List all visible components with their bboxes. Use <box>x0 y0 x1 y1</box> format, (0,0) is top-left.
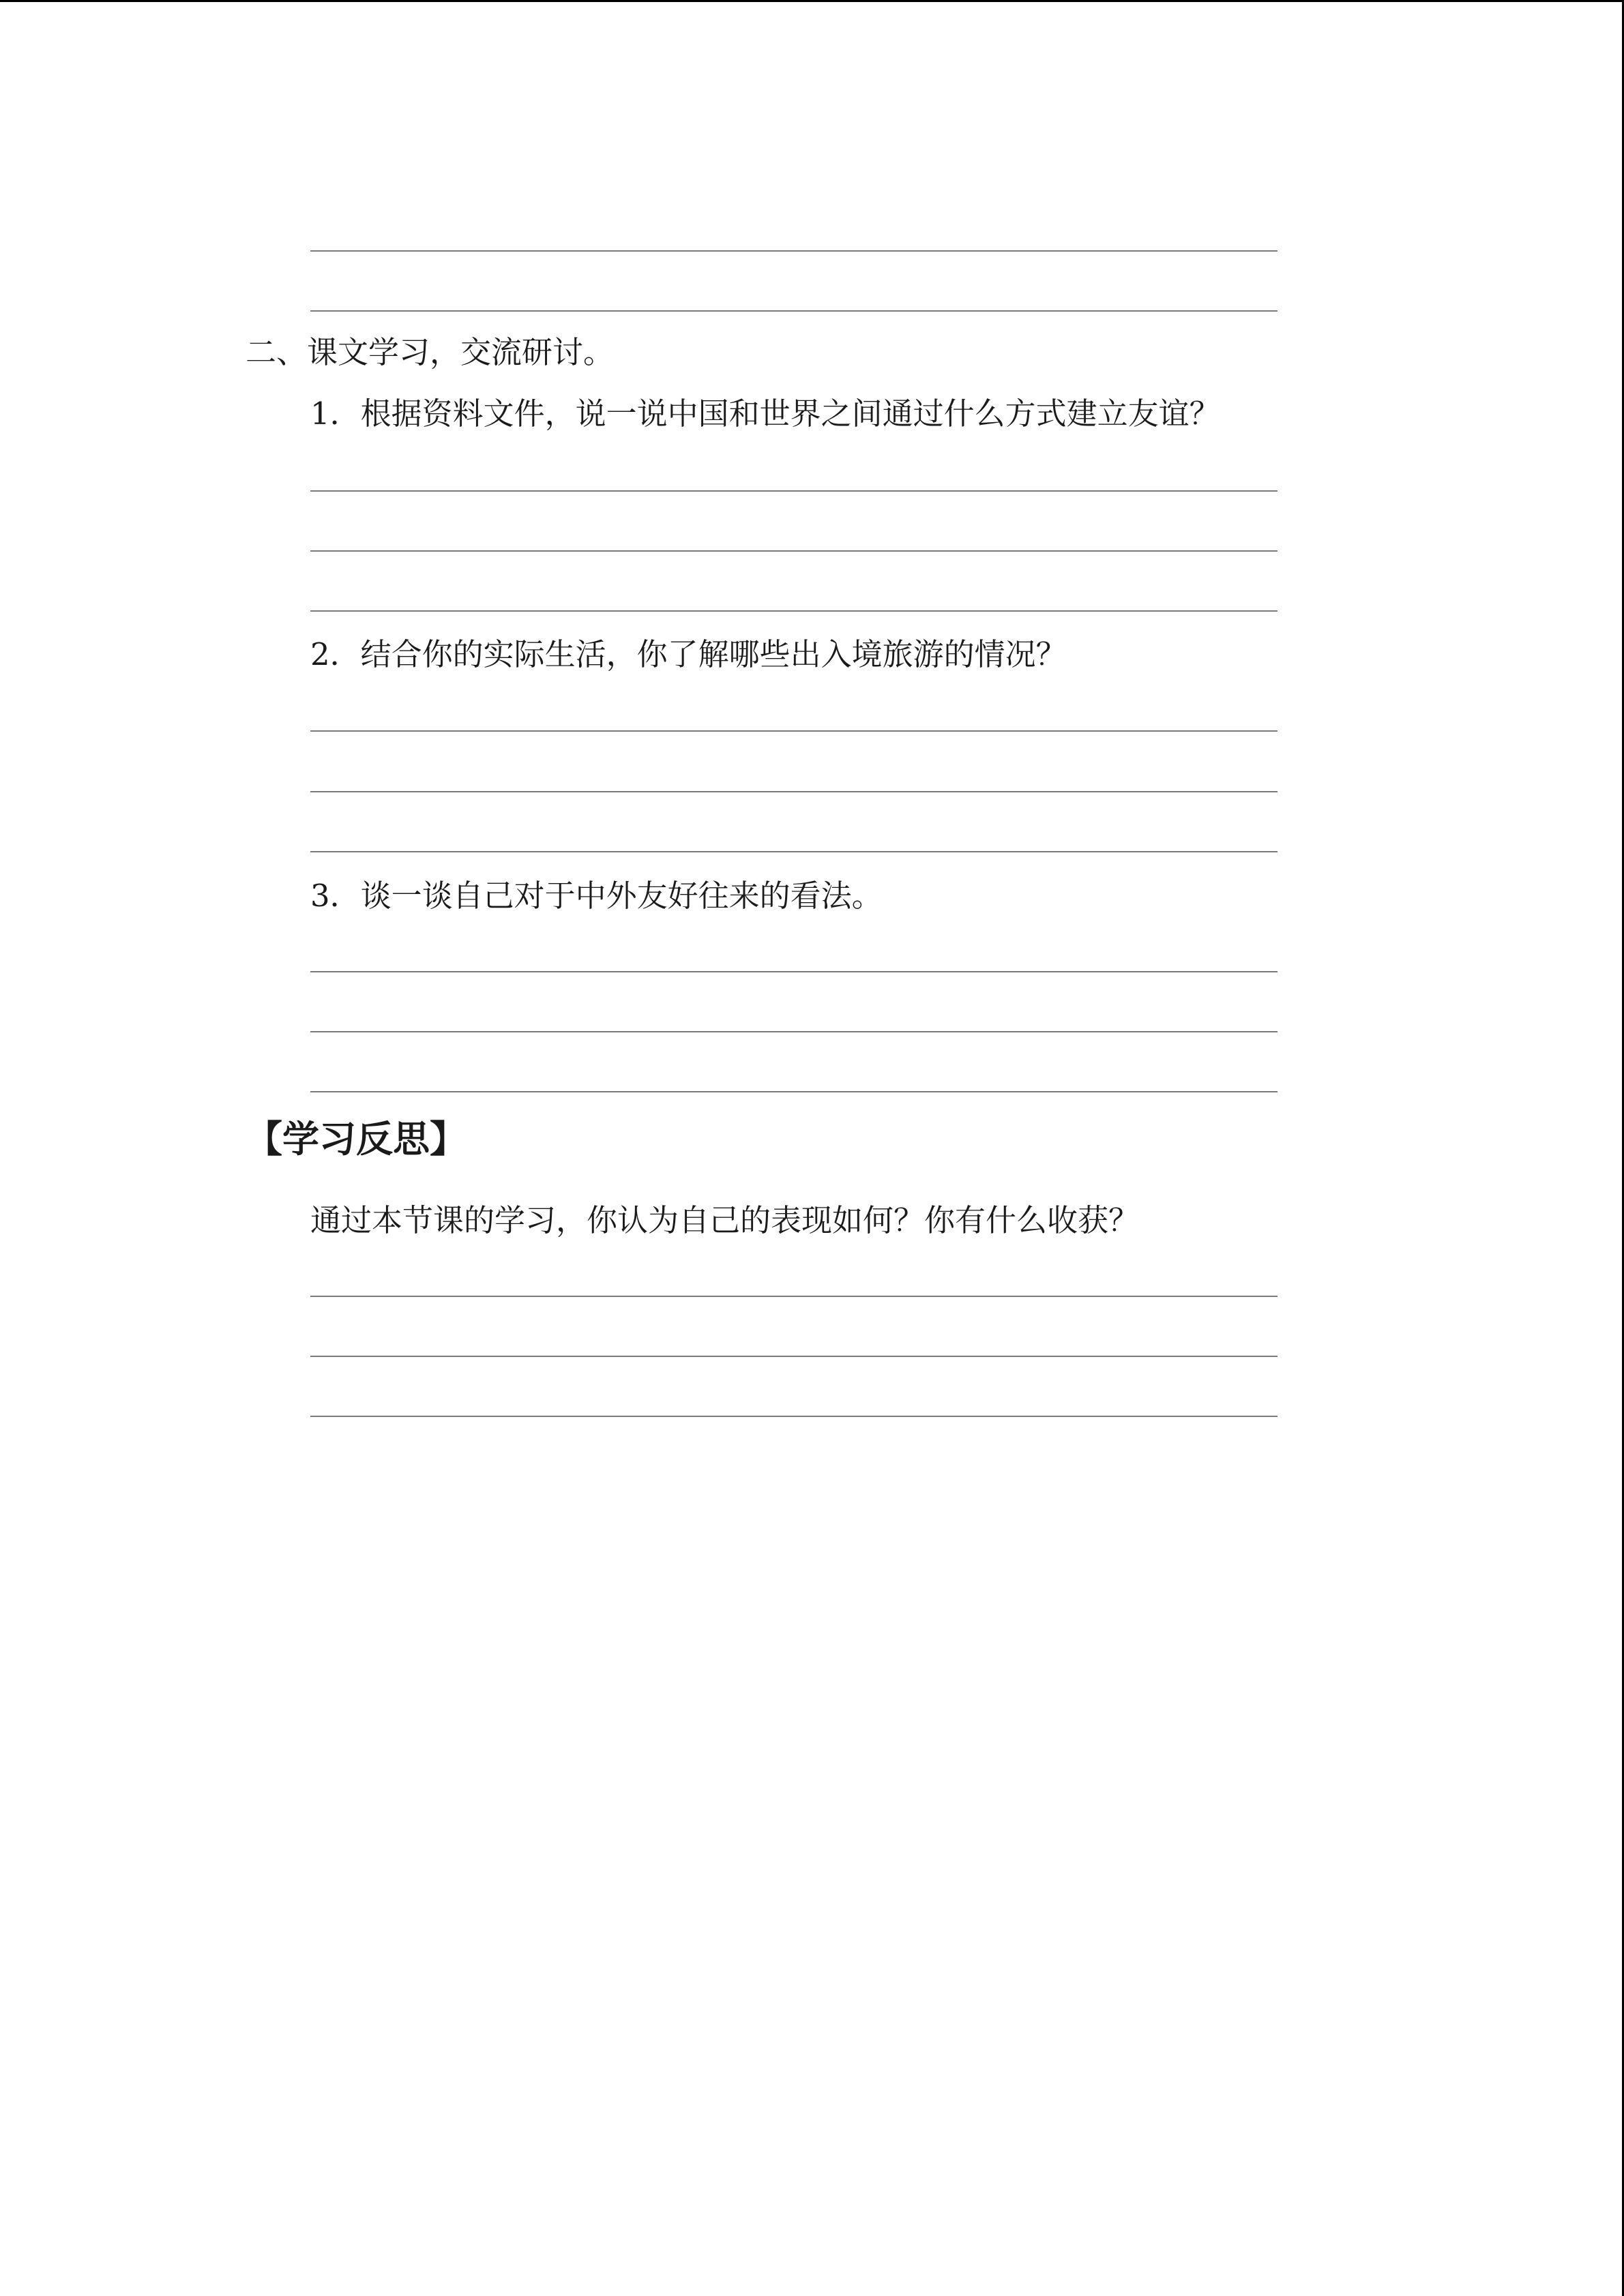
answer-line <box>310 610 1278 612</box>
question-3: 3．谈一谈自己对于中外友好往来的看法。 <box>310 878 883 914</box>
answer-line <box>310 1416 1278 1417</box>
answer-line <box>310 730 1278 732</box>
page-border-top <box>0 0 1624 2</box>
answer-line <box>310 1296 1278 1297</box>
answer-line <box>310 250 1278 252</box>
question-1: 1．根据资料文件，说一说中国和世界之间通过什么方式建立友谊？ <box>310 396 1220 432</box>
answer-line <box>310 310 1278 312</box>
answer-line <box>310 550 1278 552</box>
answer-line <box>310 1356 1278 1357</box>
question-2: 2．结合你的实际生活，你了解哪些出入境旅游的情况？ <box>310 636 1067 672</box>
answer-line <box>310 851 1278 852</box>
answer-line <box>310 1091 1278 1092</box>
answer-line <box>310 1031 1278 1032</box>
reflection-prompt: 通过本节课的学习，你认为自己的表现如何？你有什么收获？ <box>310 1202 1140 1238</box>
answer-line <box>310 791 1278 792</box>
reflection-title: 【学习反思】 <box>246 1118 467 1161</box>
section-2-title: 二、课文学习，交流研讨。 <box>246 334 615 370</box>
answer-line <box>310 490 1278 492</box>
answer-line <box>310 971 1278 972</box>
